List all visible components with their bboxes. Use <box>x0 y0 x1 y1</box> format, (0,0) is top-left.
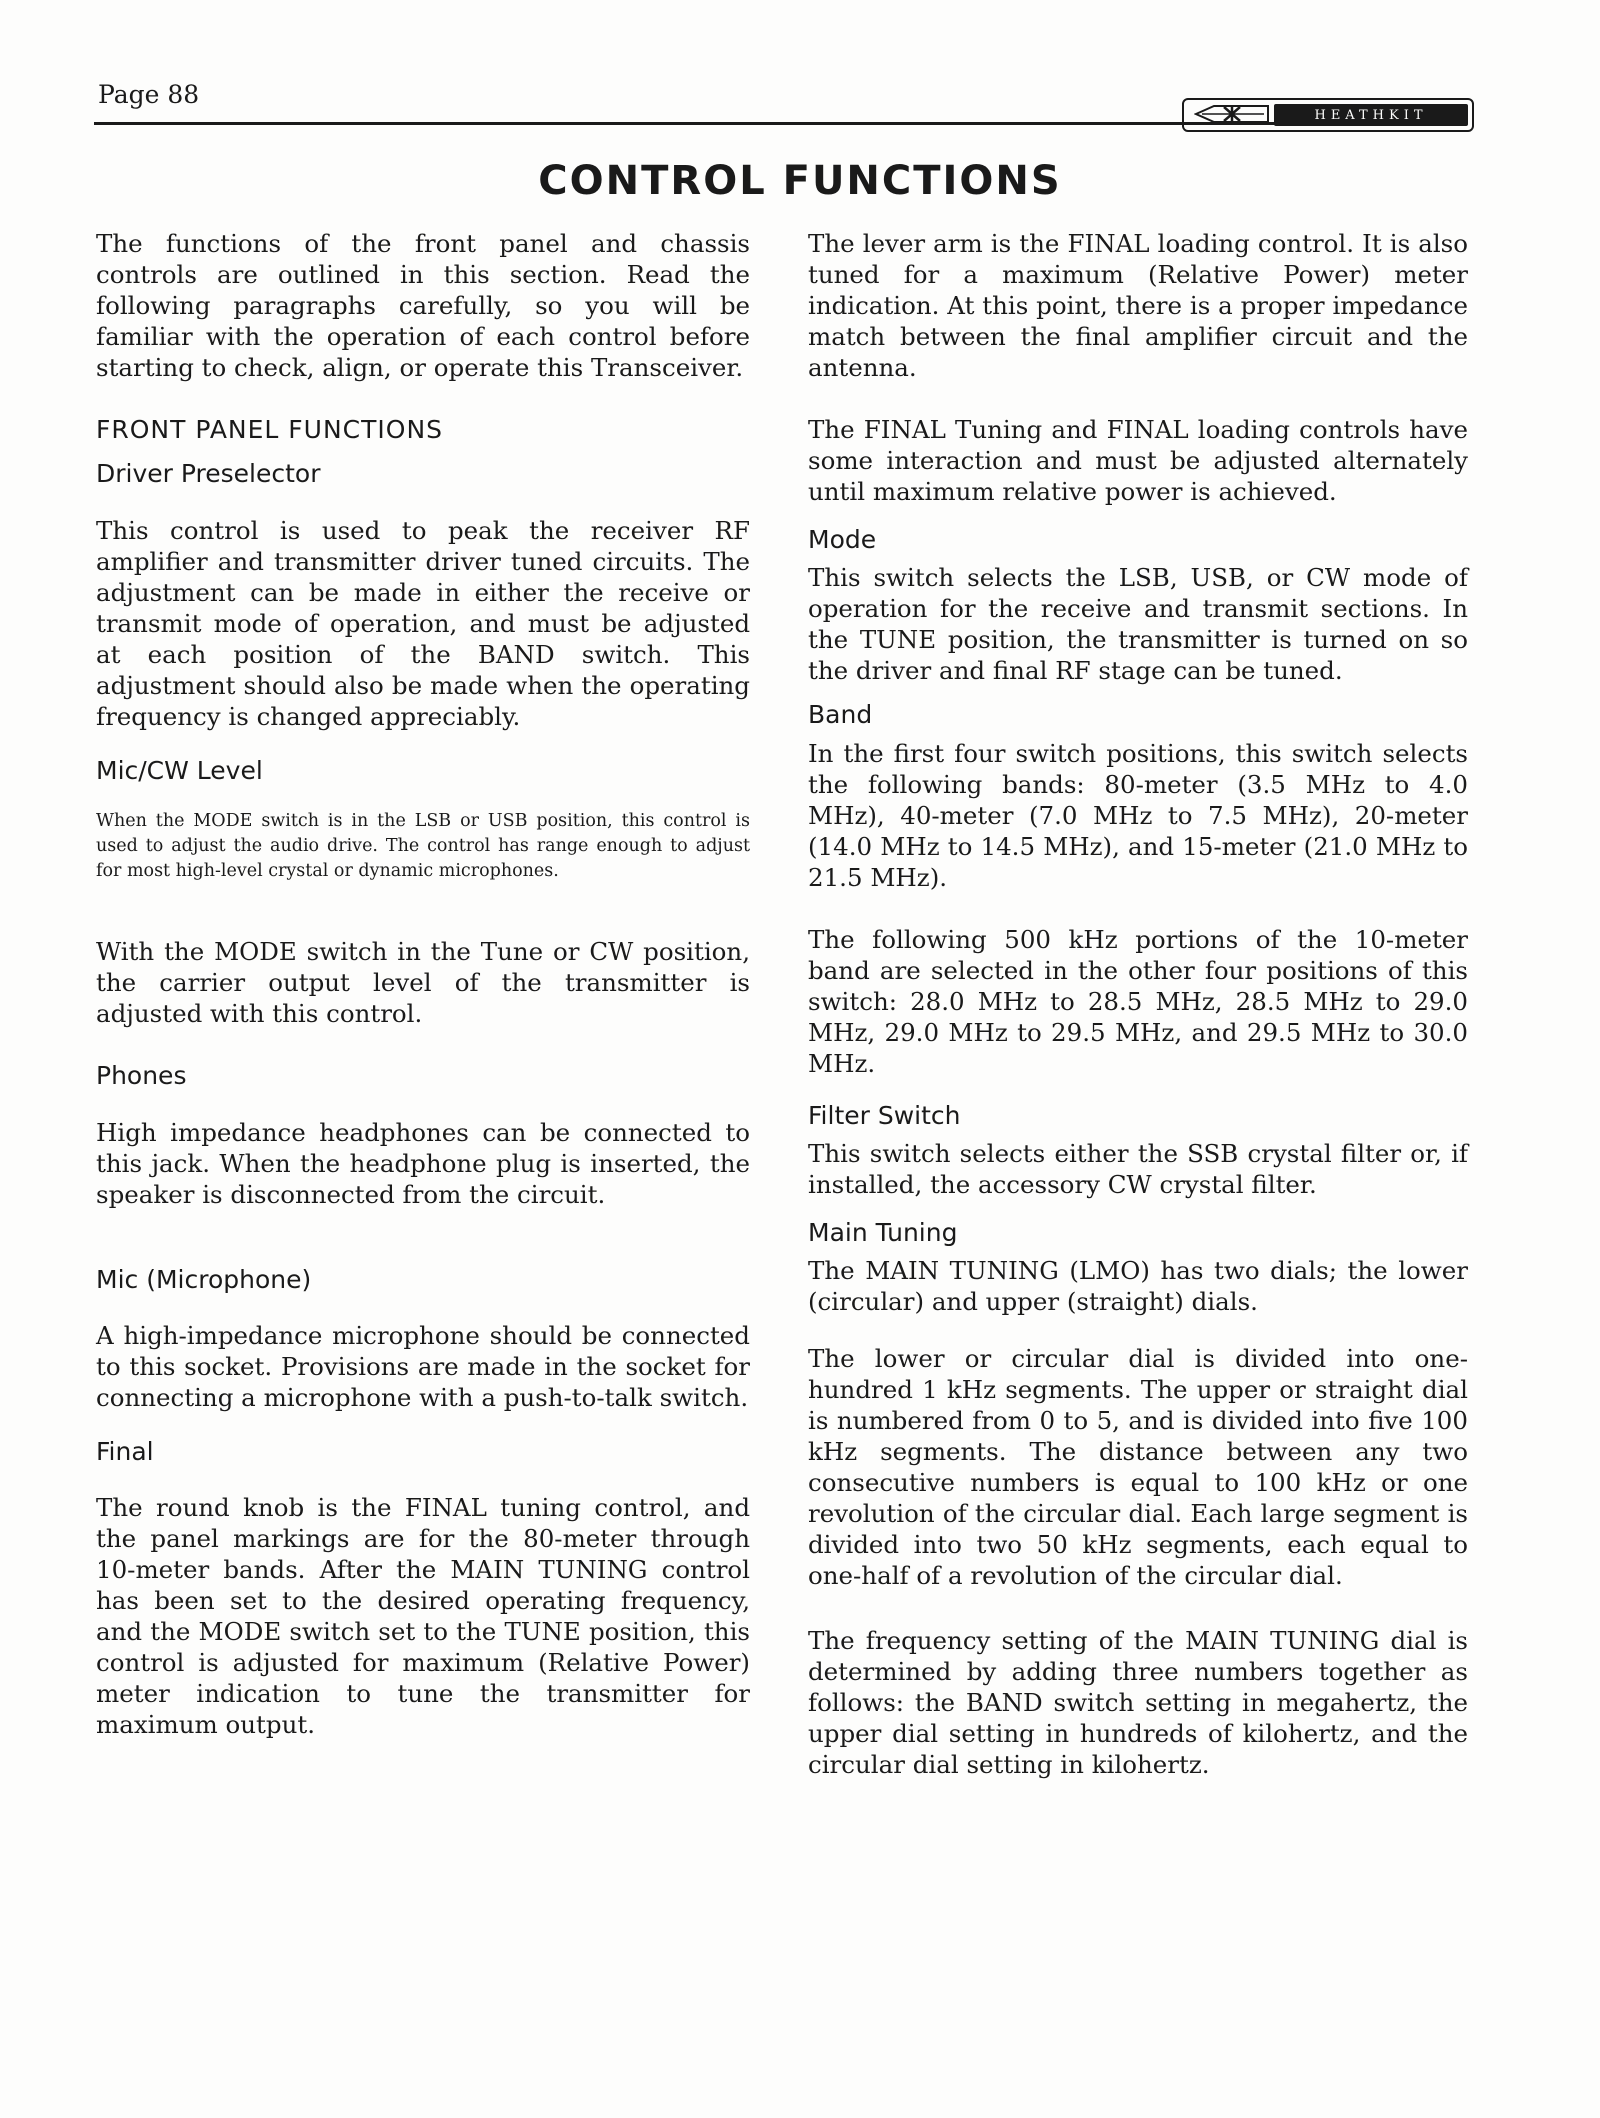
text-mode: This switch selects the LSB, USB, or CW mode of operation for the receive and transmit sections. In the TUNE position, the transmitter is turned on so the driver and final RF stage can be tuned. <box>808 563 1468 685</box>
text-lever-arm: The lever arm is the FINAL loading control. It is also tuned for a maximum (Relative Power) meter indication. At this point, there is a proper impedance match between the final amplifier circuit and the antenna. <box>808 229 1468 382</box>
heading-mic-cw-level: Mic/CW Level <box>96 756 263 785</box>
text-phones: High impedance headphones can be connected to this jack. When the headphone plug is inserted, the speaker is disconnected from the circuit. <box>96 1118 750 1209</box>
left-column <box>96 228 750 1740</box>
heading-band: Band <box>808 700 873 729</box>
heathkit-logo <box>1182 98 1474 132</box>
page-title: CONTROL FUNCTIONS <box>538 158 1062 204</box>
page-number: Page 88 <box>98 80 200 109</box>
text-mic-cw-level-1: When the MODE switch is in the LSB or USB position, this control is used to adjust the audio drive. The control has range enough to adjust for most high-level crystal or dynamic microphones. <box>96 811 750 881</box>
text-mic-microphone: A high-impedance microphone should be connected to this socket. Provisions are made in the socket for connecting a microphone with a push-to-talk switch. <box>96 1321 750 1412</box>
text-final-interaction: The FINAL Tuning and FINAL loading controls have some interaction and must be adjusted alternately until maximum relative power is achieved. <box>808 415 1468 506</box>
header-rule <box>94 122 1454 125</box>
heading-mic-microphone: Mic (Microphone) <box>96 1265 312 1294</box>
section-heading-front-panel: FRONT PANEL FUNCTIONS <box>96 415 444 444</box>
text-filter-switch: This switch selects either the SSB crystal filter or, if installed, the accessory CW crystal filter. <box>808 1139 1468 1199</box>
text-driver-preselector: This control is used to peak the receiver RF amplifier and transmitter driver tuned circuits. The adjustment can be made in either the receive or transmit mode of operation, and must be adjusted at each position of the BAND switch. This adjustment should also be made when the operating frequency is changed appreciably. <box>96 516 750 731</box>
text-main-tuning-1: The MAIN TUNING (LMO) has two dials; the lower (circular) and upper (straight) dials. <box>808 1256 1468 1316</box>
text-final: The round knob is the FINAL tuning control, and the panel markings are for the 80-meter through 10-meter bands. After the MAIN TUNING control has been set to the desired operating frequency, and the MODE switch set to the TUNE position, this control is adjusted for maximum (Relative Power) meter indication to tune the transmitter for maximum output. <box>96 1493 750 1739</box>
logo-text: HEATHKIT <box>1274 104 1468 126</box>
text-band-1: In the first four switch positions, this switch selects the following bands: 80-meter (3.5 MHz to 4.0 MHz), 40-meter (7.0 MHz to 7.5 MHz), 20-meter (14.0 MHz to 14.5 MHz), and 15-meter (21.0 MHz to 21.5 MHz). <box>808 739 1468 892</box>
intro-paragraph: The functions of the front panel and chassis controls are outlined in this section. Read the following paragraphs carefully, so you will be familiar with the operation of each control before starting to check, align, or operate this Transceiver. <box>96 229 750 382</box>
heading-phones: Phones <box>96 1061 187 1090</box>
heading-mode: Mode <box>808 525 877 554</box>
text-band-2: The following 500 kHz portions of the 10-meter band are selected in the other four positions of this switch: 28.0 MHz to 28.5 MHz, 28.5 MHz to 29.0 MHz, 29.0 MHz to 29.5 MHz, and 29.5 MHz to 30.0 MHz. <box>808 925 1468 1078</box>
heading-main-tuning: Main Tuning <box>808 1218 958 1247</box>
text-main-tuning-2: The lower or circular dial is divided into one-hundred 1 kHz segments. The upper or straight dial is numbered from 0 to 5, and is divided into five 100 kHz segments. The distance between any two consecutive numbers is equal to 100 kHz or one revolution of the circular dial. Each large segment is divided into two 50 kHz segments, each equal to one-half of a revolution of the circular dial. <box>808 1344 1468 1590</box>
text-mic-cw-level-2: With the MODE switch in the Tune or CW position, the carrier output level of the transmitter is adjusted with this control. <box>96 937 750 1028</box>
heading-final: Final <box>96 1437 154 1466</box>
heading-driver-preselector: Driver Preselector <box>96 459 321 488</box>
text-main-tuning-3: The frequency setting of the MAIN TUNING dial is determined by adding three numbers together as follows: the BAND switch setting in megahertz, the upper dial setting in hundreds of kilohertz, and the circular dial setting in kilohertz. <box>808 1626 1468 1779</box>
right-column <box>808 228 1468 1780</box>
heading-filter-switch: Filter Switch <box>808 1101 961 1130</box>
